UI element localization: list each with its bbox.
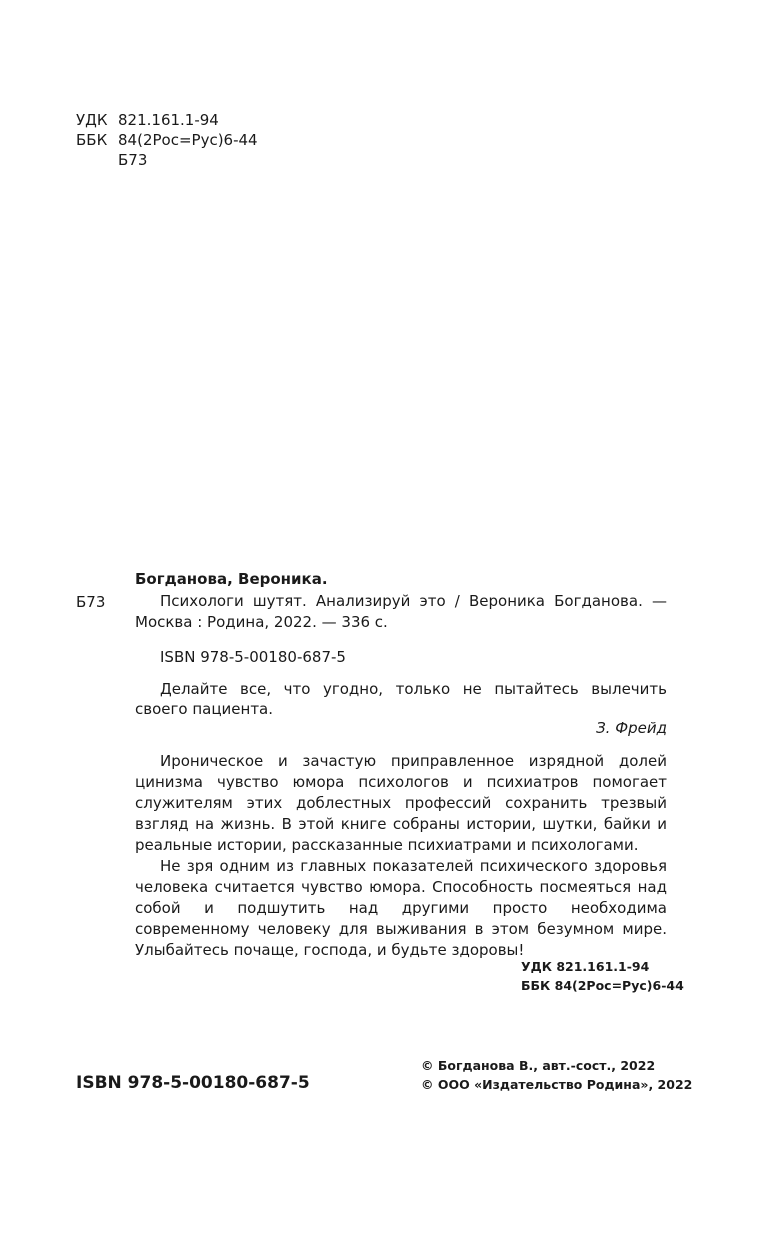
author-sign-line xyxy=(76,150,147,170)
copyright-block xyxy=(421,1056,692,1094)
copyright-author: © Богданова В., авт.-сост., 2022 xyxy=(421,1058,656,1073)
epigraph-author: З. Фрейд xyxy=(596,719,667,737)
copyright-publisher: © ООО «Издательство Родина», 2022 xyxy=(421,1077,693,1092)
annotation-paragraph: Не зря одним из главных показателей психического здоровья человека считается чувство юмора. Способность посмеяться над собой и подшутить над другими просто необходима современному человеку для выживания в этом безумном мире. Улыбайтесь почаще, господа, и будьте здоровы! xyxy=(135,857,667,959)
bbk-label: ББК xyxy=(76,131,108,149)
udk-label: УДК xyxy=(76,111,108,129)
bbk-value: 84(2Рос=Рус)6-44 xyxy=(118,131,258,149)
udk-value: 821.161.1-94 xyxy=(118,111,219,129)
footer-codes xyxy=(521,957,684,995)
footer-bbk: ББК 84(2Рос=Рус)6-44 xyxy=(521,978,684,993)
author-heading: Богданова, Вероника. xyxy=(135,570,328,588)
annotation xyxy=(135,751,667,961)
isbn-bottom: ISBN 978-5-00180-687-5 xyxy=(76,1073,310,1093)
catalog-isbn: ISBN 978-5-00180-687-5 xyxy=(160,648,346,666)
udk-line xyxy=(76,110,219,130)
author-sign-value: Б73 xyxy=(118,151,148,169)
epigraph-text: Делайте все, что угодно, только не пытайтесь вылечить своего пациента. xyxy=(135,680,667,718)
footer-udk: УДК 821.161.1-94 xyxy=(521,959,650,974)
description-text: Психологи шутят. Анализируй это / Вероника Богданова. — Москва : Родина, 2022. — 336 с. xyxy=(135,592,667,631)
bbk-line xyxy=(76,130,258,150)
author-code: Б73 xyxy=(76,593,106,611)
annotation-paragraph: Ироническое и зачастую приправленное изрядной долей цинизма чувство юмора психологов и психиатров помогает служителям этих доблестных профессий сохранить трезвый взгляд на жизнь. В этой книге собраны истории, шутки, байки и реальные истории, рассказанные психиатрами и психологами. xyxy=(135,752,667,854)
bibliographic-description xyxy=(135,591,667,633)
